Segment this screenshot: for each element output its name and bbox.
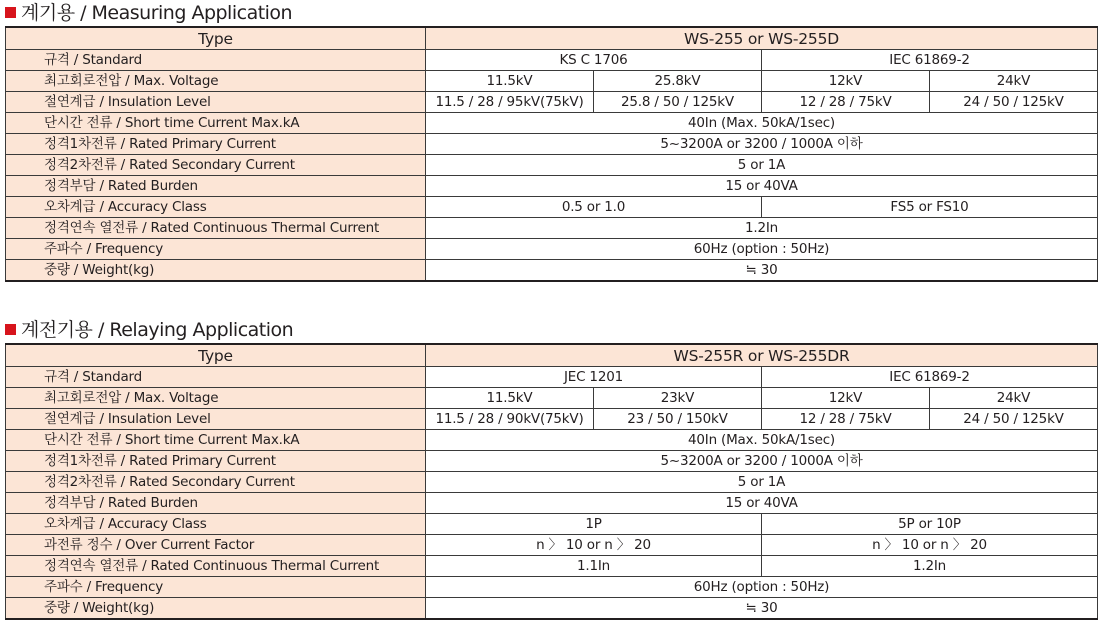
- cell: 12kV: [762, 71, 930, 92]
- cell: FS5 or FS10: [762, 197, 1098, 218]
- table-row: [6, 598, 1098, 620]
- cell: ≒ 30: [426, 598, 1098, 620]
- cell: 60Hz (option : 50Hz): [426, 239, 1098, 260]
- cell: IEC 61869-2: [762, 367, 1098, 388]
- measuring-section: [5, 0, 1097, 282]
- measuring-spec-table: [5, 26, 1098, 282]
- cell: 12kV: [762, 388, 930, 409]
- cell: ≒ 30: [426, 260, 1098, 282]
- cell: 5~3200A or 3200 / 1000A 이하: [426, 451, 1098, 472]
- row-label: 정격부담 / Rated Burden: [6, 176, 426, 197]
- cell: KS C 1706: [426, 50, 762, 71]
- cell: 1.1In: [426, 556, 762, 577]
- row-label: 단시간 전류 / Short time Current Max.kA: [6, 430, 426, 451]
- row-label: 오차계급 / Accuracy Class: [6, 514, 426, 535]
- cell: n 〉 10 or n 〉 20: [426, 535, 762, 556]
- red-square-icon: [5, 324, 16, 335]
- cell: 15 or 40VA: [426, 493, 1098, 514]
- row-label: 오차계급 / Accuracy Class: [6, 197, 426, 218]
- cell: 25.8 / 50 / 125kV: [594, 92, 762, 113]
- row-label: 절연계급 / Insulation Level: [6, 409, 426, 430]
- cell: 11.5 / 28 / 90kV(75kV): [426, 409, 594, 430]
- row-label: 정격1차전류 / Rated Primary Current: [6, 134, 426, 155]
- table-row: [6, 577, 1098, 598]
- cell: 15 or 40VA: [426, 176, 1098, 197]
- relaying-title-text: 계전기용 / Relaying Application: [21, 319, 294, 341]
- table-row: [6, 176, 1098, 197]
- cell: 40In (Max. 50kA/1sec): [426, 113, 1098, 134]
- row-label: 주파수 / Frequency: [6, 239, 426, 260]
- row-label: 중량 / Weight(kg): [6, 598, 426, 620]
- table-row: [6, 197, 1098, 218]
- table-row: [6, 218, 1098, 239]
- table-row: [6, 556, 1098, 577]
- cell: 12 / 28 / 75kV: [762, 92, 930, 113]
- table-row: [6, 92, 1098, 113]
- row-label: 정격부담 / Rated Burden: [6, 493, 426, 514]
- red-square-icon: [5, 7, 16, 18]
- cell: 23 / 50 / 150kV: [594, 409, 762, 430]
- type-header: Type: [6, 27, 426, 50]
- table-row: [6, 344, 1098, 367]
- table-row: [6, 430, 1098, 451]
- type-header: Type: [6, 344, 426, 367]
- table-row: [6, 535, 1098, 556]
- table-row: [6, 50, 1098, 71]
- row-label: 규격 / Standard: [6, 50, 426, 71]
- cell: 23kV: [594, 388, 762, 409]
- cell: 24kV: [930, 71, 1098, 92]
- cell: 5 or 1A: [426, 155, 1098, 176]
- cell: 25.8kV: [594, 71, 762, 92]
- table-row: [6, 367, 1098, 388]
- model-header: WS-255 or WS-255D: [426, 27, 1098, 50]
- cell: 11.5kV: [426, 71, 594, 92]
- cell: 24 / 50 / 125kV: [930, 409, 1098, 430]
- table-row: [6, 409, 1098, 430]
- row-label: 정격연속 열전류 / Rated Continuous Thermal Current: [6, 218, 426, 239]
- cell: 24 / 50 / 125kV: [930, 92, 1098, 113]
- cell: 40In (Max. 50kA/1sec): [426, 430, 1098, 451]
- row-label: 중량 / Weight(kg): [6, 260, 426, 282]
- table-row: [6, 27, 1098, 50]
- table-row: [6, 514, 1098, 535]
- relaying-section: [5, 317, 1097, 620]
- table-row: [6, 113, 1098, 134]
- model-header: WS-255R or WS-255DR: [426, 344, 1098, 367]
- cell: 1.2In: [426, 218, 1098, 239]
- cell: 11.5 / 28 / 95kV(75kV): [426, 92, 594, 113]
- measuring-title: [5, 0, 1097, 26]
- row-label: 과전류 정수 / Over Current Factor: [6, 535, 426, 556]
- cell: 12 / 28 / 75kV: [762, 409, 930, 430]
- table-row: [6, 388, 1098, 409]
- cell: 1P: [426, 514, 762, 535]
- cell: 60Hz (option : 50Hz): [426, 577, 1098, 598]
- cell: IEC 61869-2: [762, 50, 1098, 71]
- row-label: 주파수 / Frequency: [6, 577, 426, 598]
- cell: 5 or 1A: [426, 472, 1098, 493]
- cell: 5P or 10P: [762, 514, 1098, 535]
- row-label: 정격2차전류 / Rated Secondary Current: [6, 472, 426, 493]
- cell: 0.5 or 1.0: [426, 197, 762, 218]
- table-row: [6, 134, 1098, 155]
- table-row: [6, 239, 1098, 260]
- cell: n 〉 10 or n 〉 20: [762, 535, 1098, 556]
- cell: 24kV: [930, 388, 1098, 409]
- relaying-title: [5, 317, 1097, 343]
- relaying-spec-table: [5, 343, 1098, 620]
- table-row: [6, 493, 1098, 514]
- row-label: 최고회로전압 / Max. Voltage: [6, 71, 426, 92]
- row-label: 최고회로전압 / Max. Voltage: [6, 388, 426, 409]
- row-label: 절연계급 / Insulation Level: [6, 92, 426, 113]
- row-label: 정격1차전류 / Rated Primary Current: [6, 451, 426, 472]
- cell: JEC 1201: [426, 367, 762, 388]
- cell: 11.5kV: [426, 388, 594, 409]
- table-row: [6, 260, 1098, 282]
- table-row: [6, 155, 1098, 176]
- row-label: 정격연속 열전류 / Rated Continuous Thermal Current: [6, 556, 426, 577]
- table-row: [6, 451, 1098, 472]
- cell: 5~3200A or 3200 / 1000A 이하: [426, 134, 1098, 155]
- row-label: 규격 / Standard: [6, 367, 426, 388]
- cell: 1.2In: [762, 556, 1098, 577]
- table-row: [6, 71, 1098, 92]
- table-row: [6, 472, 1098, 493]
- row-label: 단시간 전류 / Short time Current Max.kA: [6, 113, 426, 134]
- row-label: 정격2차전류 / Rated Secondary Current: [6, 155, 426, 176]
- measuring-title-text: 계기용 / Measuring Application: [21, 2, 293, 24]
